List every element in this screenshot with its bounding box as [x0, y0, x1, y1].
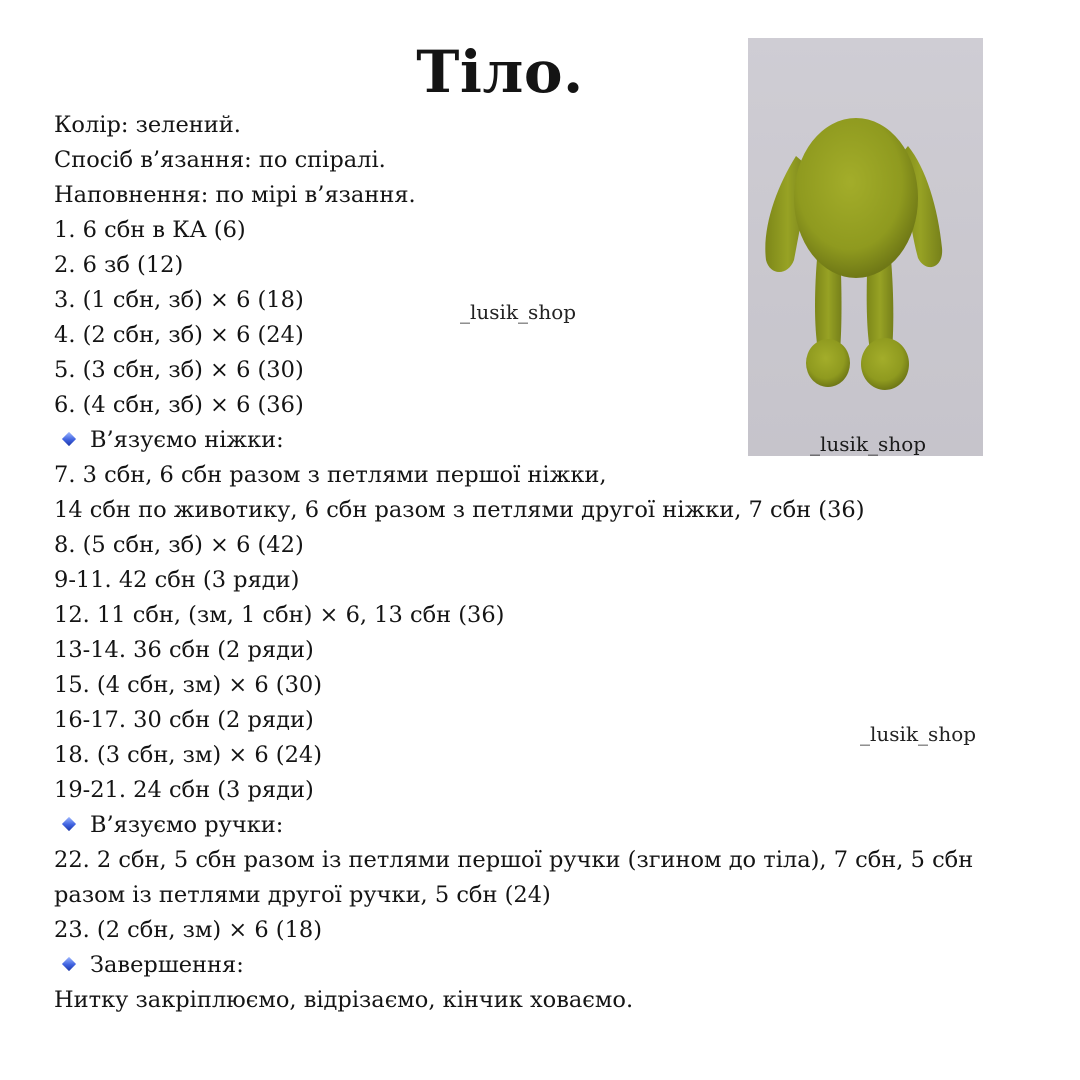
- line-text: Наповнення: по мірі в’язання.: [54, 182, 416, 208]
- line-text: разом із петлями другої ручки, 5 сбн (24): [54, 882, 551, 908]
- line-text: 2. 6 зб (12): [54, 252, 184, 278]
- section-heading: [54, 808, 1054, 843]
- line-text: 22. 2 сбн, 5 сбн разом із петлями першої ручки (згином до тіла), 7 сбн, 5 сбн: [54, 847, 974, 873]
- line-text: В’язуємо ручки:: [90, 812, 284, 838]
- toy-photo: [748, 38, 983, 456]
- instruction-line: [54, 843, 1054, 878]
- line-text: 12. 11 сбн, (зм, 1 сбн) × 6, 13 сбн (36): [54, 602, 505, 628]
- line-text: 16-17. 30 сбн (2 ряди): [54, 707, 314, 733]
- instruction-line: [54, 633, 1054, 668]
- line-text: Колір: зелений.: [54, 112, 241, 138]
- line-text: 6. (4 сбн, зб) × 6 (36): [54, 392, 304, 418]
- line-text: Спосіб в’язання: по спіралі.: [54, 147, 386, 173]
- instruction-line: [54, 913, 1054, 948]
- right-foot: [861, 338, 909, 390]
- instruction-line: [54, 458, 1054, 493]
- line-text: В’язуємо ніжки:: [90, 427, 284, 453]
- instruction-line: [54, 878, 1054, 913]
- line-text: 23. (2 сбн, зм) × 6 (18): [54, 917, 322, 943]
- instruction-line: [54, 563, 1054, 598]
- blue-diamond-icon: [62, 957, 76, 971]
- line-text: 4. (2 сбн, зб) × 6 (24): [54, 322, 304, 348]
- line-text: Нитку закріплюємо, відрізаємо, кінчик ховаємо.: [54, 987, 634, 1013]
- blue-diamond-icon: [62, 817, 76, 831]
- line-text: 18. (3 сбн, зм) × 6 (24): [54, 742, 322, 768]
- line-text: 9-11. 42 сбн (3 ряди): [54, 567, 300, 593]
- instruction-line: [54, 983, 1054, 1018]
- watermark-middle: _lusik_shop: [460, 300, 577, 324]
- instruction-line: [54, 493, 1054, 528]
- left-foot: [806, 339, 850, 387]
- section-heading: [54, 948, 1054, 983]
- line-text: 5. (3 сбн, зб) × 6 (30): [54, 357, 304, 383]
- line-text: 3. (1 сбн, зб) × 6 (18): [54, 287, 304, 313]
- line-text: 15. (4 сбн, зм) × 6 (30): [54, 672, 322, 698]
- line-text: 13-14. 36 сбн (2 ряди): [54, 637, 314, 663]
- line-text: 8. (5 сбн, зб) × 6 (42): [54, 532, 304, 558]
- line-text: 1. 6 сбн в КА (6): [54, 217, 246, 243]
- toy-body: [794, 118, 918, 278]
- instruction-line: [54, 773, 1054, 808]
- instruction-line: [54, 668, 1054, 703]
- watermark-right: _lusik_shop: [860, 722, 977, 746]
- blue-diamond-icon: [62, 432, 76, 446]
- instruction-line: [54, 598, 1054, 633]
- photo-watermark: _lusik_shop: [810, 432, 927, 456]
- line-text: 7. 3 сбн, 6 сбн разом з петлями першої ніжки,: [54, 462, 607, 488]
- page-title: Тіло.: [416, 38, 584, 106]
- instruction-line: [54, 528, 1054, 563]
- line-text: 14 сбн по животику, 6 сбн разом з петлями другої ніжки, 7 сбн (36): [54, 497, 865, 523]
- crochet-body-illustration: [748, 38, 983, 456]
- line-text: 19-21. 24 сбн (3 ряди): [54, 777, 314, 803]
- line-text: Завершення:: [90, 952, 244, 978]
